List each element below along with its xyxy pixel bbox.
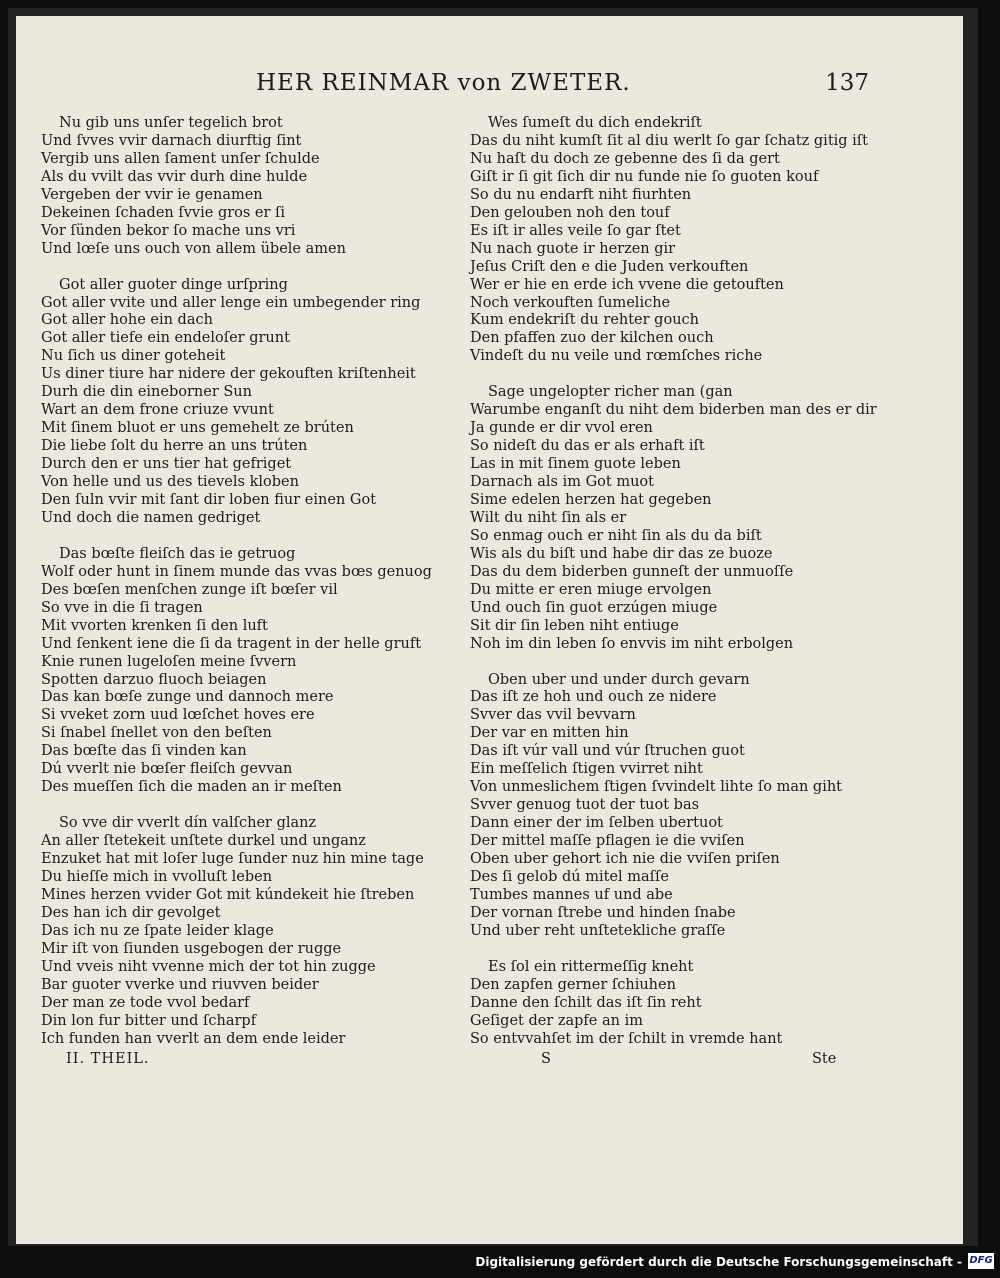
verse-line: Wes ſumeſt du dich endekriſt bbox=[488, 115, 702, 131]
stanza bbox=[470, 672, 877, 941]
verse-line: Nu haſt du doch ze gebenne des ſi da gert bbox=[470, 150, 780, 167]
verse-line: Tumbes mannes uf und abe bbox=[470, 886, 673, 903]
verse-line: Von unmeslichem ſtigen ſvvindelt lihte ſo man giht bbox=[470, 779, 843, 796]
verse-line: Dekeinen ſchaden ſvvie gros er ſi bbox=[41, 204, 286, 221]
verse-line: Es ſol ein rittermeſſig kneht bbox=[488, 958, 694, 975]
verse-line: Nu nach guote ir herzen gir bbox=[470, 240, 676, 257]
verse-line: An aller ſtetekeit unſtete durkel und unganz bbox=[41, 833, 366, 850]
verse-line: Sime edelen herzen hat gegeben bbox=[470, 492, 712, 508]
verse-line: Oben uber und under durch gevarn bbox=[488, 671, 750, 688]
verse-line: Svver das vvil bevvarn bbox=[470, 707, 636, 724]
verse-line: Das iſt ze hoh und ouch ze nidere bbox=[470, 689, 717, 706]
signature-mark: S bbox=[541, 1051, 551, 1067]
verse-line: Sit dir ſin leben niht entiuge bbox=[470, 617, 679, 634]
verse-line: So vve in die ſi tragen bbox=[41, 599, 203, 616]
verse-line: Noch verkouften ſumeliche bbox=[470, 294, 671, 311]
verse-line: Und doch die namen gedriget bbox=[41, 509, 261, 526]
verse-line: Ein meſſelich ſtigen vvirret niht bbox=[470, 761, 703, 778]
verse-line: Das iſt vúr vall und vúr ſtruchen guot bbox=[470, 743, 745, 760]
verse-line: Das du dem biderben gunneſt der unmuoſſe bbox=[470, 563, 794, 580]
verse-line: So vve dir vverlt dín valſcher glanz bbox=[59, 815, 317, 832]
verse-line: Warumbe enganſt du niht dem biderben man des er dir bbox=[470, 402, 877, 419]
verse-line: Das du niht kumſt ſit al diu werlt ſo gar ſchatz gitig iſt bbox=[470, 132, 868, 149]
verse-line: Das ich nu ze ſpate leider klage bbox=[41, 922, 274, 939]
stanza bbox=[470, 384, 877, 653]
verse-line: Ja gunde er dir vvol eren bbox=[470, 420, 653, 437]
verse-line: Oben uber gehort ich nie die vviſen priſen bbox=[470, 851, 780, 868]
verse-line: Des mueſſen ſich die maden an ir meſten bbox=[41, 779, 342, 796]
page-header bbox=[16, 70, 963, 104]
verse-line: Der var en mitten hin bbox=[470, 725, 629, 742]
verse-line: Das bœſte fleiſch das ie getruog bbox=[59, 545, 296, 562]
verse-line: Und ſvves vvir darnach diurftig ſint bbox=[41, 132, 302, 149]
verse-line: Du hieſſe mich in vvolluſt leben bbox=[41, 868, 273, 885]
verse-line: Den pfaffen zuo der kilchen ouch bbox=[470, 330, 714, 347]
verse-line: Der man ze tode vvol bedarf bbox=[41, 994, 250, 1011]
verse-line: Und uber reht unſtetekliche graſſe bbox=[470, 922, 726, 939]
verse-line: Noh im din leben ſo envvis im niht erbolgen bbox=[470, 635, 794, 652]
verse-line: Dú vverlt nie bœſer fleiſch gevvan bbox=[41, 761, 293, 778]
verse-line: Got aller vvite und aller lenge ein umbegender ring bbox=[41, 294, 421, 311]
verse-line: Wart an dem frone criuze vvunt bbox=[41, 402, 274, 419]
running-title: HER REINMAR von ZWETER. bbox=[256, 70, 631, 96]
funding-bar bbox=[0, 1246, 1000, 1278]
verse-line: Und lœſe uns ouch von allem übele amen bbox=[41, 240, 346, 257]
verse-line: Vindeſt du nu veile und rœmſches riche bbox=[470, 348, 763, 365]
left-column bbox=[41, 115, 432, 1066]
verse-line: Spotten darzuo fluoch beiagen bbox=[41, 671, 267, 688]
verse-line: Und ſenkent iene die ſi da tragent in der helle gruft bbox=[41, 635, 422, 652]
verse-line: Des ſi gelob dú mitel maſſe bbox=[470, 869, 669, 885]
verse-line: So nideſt du das er als erhaft iſt bbox=[470, 438, 705, 455]
verse-line: Die liebe ſolt du herre an uns trúten bbox=[41, 438, 308, 455]
verse-line: Mit ſinem bluot er uns gemehelt ze brúten bbox=[41, 420, 354, 437]
stanza bbox=[41, 546, 432, 797]
verse-line: Si ſnabel ſnellet von den beſten bbox=[41, 725, 272, 742]
verse-line: Got aller hohe ein dach bbox=[41, 312, 213, 329]
stanza bbox=[470, 115, 877, 366]
verse-line: Wolf oder hunt in ſinem munde das vvas bœs genuog bbox=[41, 563, 432, 580]
verse-line: Der vornan ſtrebe und hinden ſnabe bbox=[470, 904, 736, 921]
verse-line: Jeſus Criſt den e die Juden verkouften bbox=[470, 258, 749, 275]
verse-line: Vergib uns allen ſament unſer ſchulde bbox=[41, 150, 320, 167]
verse-line: Den ſuln vvir mit ſant dir loben fiur einen Got bbox=[41, 492, 377, 508]
verse-line: Mir iſt von ſiunden usgebogen der rugge bbox=[41, 940, 342, 957]
verse-line: Vor ſünden bekor ſo mache uns vri bbox=[41, 222, 296, 239]
right-column bbox=[470, 115, 877, 1066]
verse-line: Wilt du niht ſin als er bbox=[470, 509, 627, 526]
verse-line: Von helle und us des tievels kloben bbox=[41, 474, 299, 491]
funding-notice: Digitalisierung gefördert durch die Deutsche Forschungsgemeinschaft - bbox=[475, 1255, 962, 1269]
verse-line: Und ouch ſin guot erzúgen miuge bbox=[470, 599, 718, 616]
verse-line: Vergeben der vvir ie genamen bbox=[41, 186, 263, 203]
verse-line: Wis als du biſt und habe dir das ze buoze bbox=[470, 545, 773, 562]
verse-line: Den zapfen gerner ſchiuhen bbox=[470, 976, 676, 993]
verse-line: Als du vvilt das vvir durh dine hulde bbox=[41, 168, 308, 185]
verse-line: So du nu endarft niht fiurhten bbox=[470, 186, 692, 203]
verse-line: Du mitte er eren miuge ervolgen bbox=[470, 581, 712, 598]
dfg-logo: DFG bbox=[968, 1253, 994, 1269]
verse-line: Got aller guoter dinge urſpring bbox=[59, 276, 288, 293]
verse-line: Us diner tiure har nidere der gekouften kriſtenheit bbox=[41, 366, 416, 383]
verse-line: So enmag ouch er niht ſin als du da biſt bbox=[470, 527, 762, 544]
verse-line: Si vveket zorn uud lœſchet hoves ere bbox=[41, 707, 315, 724]
stanza bbox=[470, 959, 877, 1049]
catchword: Ste bbox=[812, 1051, 837, 1067]
verse-line: Durch den er uns tier hat gefriget bbox=[41, 456, 292, 473]
verse-line: Des bœſen menſchen zunge iſt bœſer vil bbox=[41, 581, 338, 598]
verse-line: Sage ungelopter richer man (gan bbox=[488, 384, 733, 401]
verse-line: Darnach als im Got muot bbox=[470, 474, 654, 491]
verse-line: So entvvahſet im der ſchilt in vremde hant bbox=[470, 1030, 783, 1047]
verse-line: Got aller tiefe ein endeloſer grunt bbox=[41, 330, 290, 347]
verse-line: Das kan bœſe zunge und dannoch mere bbox=[41, 689, 334, 706]
verse-line: Ich funden han vverlt an dem ende leider bbox=[41, 1030, 346, 1047]
verse-line: Enzuket hat mit loſer luge ſunder nuz hin mine tage bbox=[41, 851, 424, 868]
verse-line: Din lon fur bitter und ſcharpf bbox=[41, 1012, 257, 1029]
stanza bbox=[41, 115, 432, 259]
signature-left: II. THEIL. bbox=[66, 1051, 150, 1067]
verse-line: Dann einer der im ſelben ubertuot bbox=[470, 815, 723, 832]
scan-frame bbox=[8, 8, 978, 1246]
verse-line: Mit vvorten krenken ſi den luft bbox=[41, 617, 268, 634]
verse-line: Kum endekriſt du rehter gouch bbox=[470, 312, 699, 329]
stanza bbox=[41, 815, 432, 1048]
page-number: 137 bbox=[825, 70, 869, 96]
verse-line: Knie runen lugeloſen meine ſvvern bbox=[41, 653, 297, 670]
verse-line: Nu gib uns unſer tegelich brot bbox=[59, 115, 283, 131]
verse-line: Bar guoter vverke und riuvven beider bbox=[41, 976, 319, 993]
verse-line: Und vveis niht vvenne mich der tot hin zugge bbox=[41, 958, 376, 975]
verse-line: Durh die din eineborner Sun bbox=[41, 384, 252, 401]
verse-line: Mines herzen vvider Got mit kúndekeit hie ſtreben bbox=[41, 886, 415, 903]
verse-line: Nu ſich us diner goteheit bbox=[41, 348, 226, 365]
verse-line: Den gelouben noh den touf bbox=[470, 204, 670, 221]
verse-line: Es iſt ir alles veile ſo gar ſtet bbox=[470, 222, 681, 239]
book-page bbox=[16, 16, 963, 1244]
verse-line: Danne den ſchilt das iſt ſin reht bbox=[470, 994, 702, 1011]
verse-line: Giſt ir ſi git ſich dir nu funde nie ſo guoten kouf bbox=[470, 168, 819, 185]
verse-line: Svver genuog tuot der tuot bas bbox=[470, 797, 700, 814]
verse-line: Geſiget der zapfe an im bbox=[470, 1012, 643, 1029]
verse-line: Das bœſte das ſi vinden kan bbox=[41, 743, 247, 760]
verse-line: Wer er hie en erde ich vvene die getouften bbox=[470, 276, 784, 293]
verse-line: Las in mit ſinem guote leben bbox=[470, 456, 681, 473]
stanza bbox=[41, 277, 432, 528]
verse-line: Der mittel maſſe pflagen ie die vviſen bbox=[470, 833, 745, 850]
verse-line: Des han ich dir gevolget bbox=[41, 904, 221, 921]
